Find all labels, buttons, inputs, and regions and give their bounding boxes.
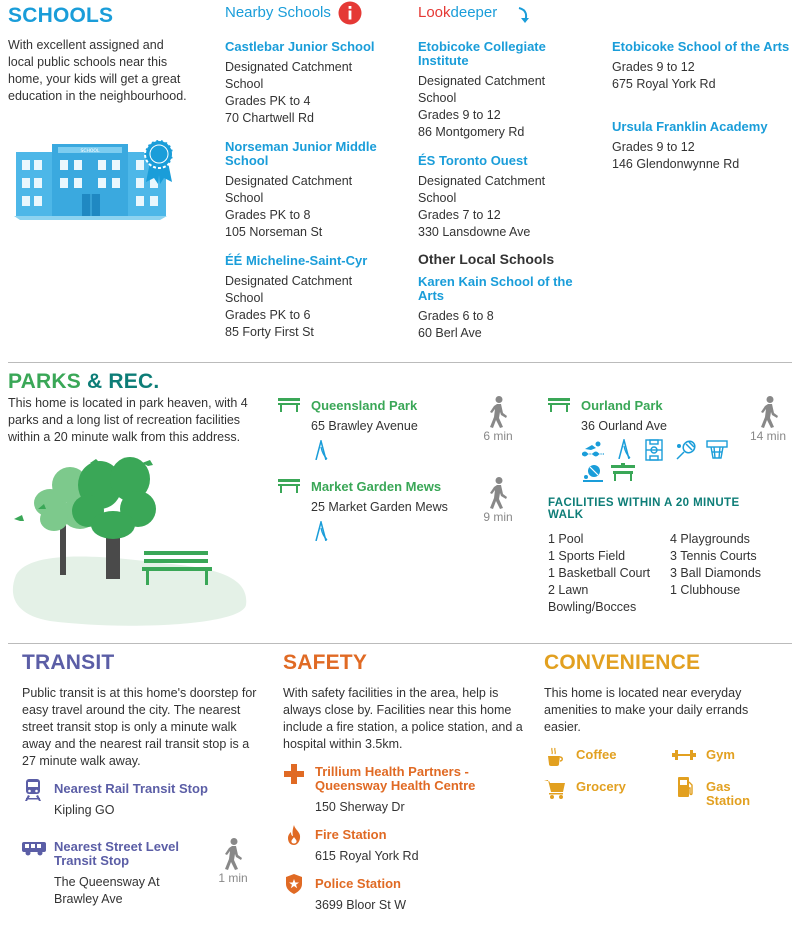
award-ribbon-icon [142,138,176,184]
facility-item: 1 Pool [548,532,584,546]
bus-icon [22,842,46,856]
safety-address: 3699 Bloor St W [315,898,407,912]
park-illustration [10,455,250,627]
bench-icon [278,398,300,412]
school-detail: Designated Catchment [225,60,353,74]
school-sign-text: SCHOOL [80,149,100,154]
basketball-icon [706,440,728,460]
playground-icon [312,440,330,460]
rail-stop-label: Nearest Rail Transit Stop [54,781,208,796]
safety-name[interactable]: Police Station [315,876,401,891]
parks-title-a: PARKS [8,370,81,393]
police-badge-icon [285,874,303,894]
school-address: 146 Glendonwynne Rd [612,157,740,171]
school-name[interactable]: ÉÉ Micheline-Saint-Cyr [225,253,368,268]
sports-field-icon [645,439,663,461]
facilities-list-left [548,531,668,616]
walk-time: 9 min [483,510,513,524]
school-detail: School [225,77,264,91]
school-address: 105 Norseman St [225,225,323,239]
info-icon[interactable] [338,1,362,25]
school-grades: Grades 7 to 12 [418,208,501,222]
facilities-list-right [670,531,790,599]
rail-stop-value[interactable]: Kipling GO [54,803,115,817]
train-icon [24,779,42,801]
school-card [418,275,593,342]
school-detail: Designated Catchment [225,174,353,188]
walk-time: 14 min [749,429,787,443]
school-card [612,40,792,93]
school-address: 675 Royal York Rd [612,77,716,91]
safety-name[interactable]: Fire Station [315,827,387,842]
facility-item: 1 Clubhouse [670,583,741,597]
school-name[interactable]: ÉS Toronto Ouest [418,153,528,168]
other-local-schools-heading: Other Local Schools [418,251,555,267]
park-address: 25 Market Garden Mews [311,500,448,514]
gas-pump-icon [677,776,693,798]
lookdeeper-deeper: deeper [450,4,498,21]
nearby-schools-label: Nearby Schools [225,4,331,21]
school-name[interactable]: Castlebar Junior School [225,39,375,54]
convenience-item[interactable]: Gas Station [706,779,751,808]
school-card [225,254,405,341]
parks-intro: This home is located in park heaven, with 4 parks and a long list of recreation facilities within a 20 minute walk from this address. [8,396,248,444]
schools-intro: With excellent assigned and local public schools near this home, your kids will get a great education in the neighbourhood. [8,38,187,103]
parks-title-b: & REC. [87,370,160,393]
park-name[interactable]: Queensland Park [311,398,418,413]
facility-item: 1 Sports Field [548,549,626,563]
school-name[interactable]: Ursula Franklin Academy [612,119,768,134]
school-detail: School [418,191,457,205]
schools-title: SCHOOLS [8,4,114,27]
lookdeeper-look: Look [418,4,451,21]
walking-person-icon [485,477,511,509]
arrow-down-right-icon [515,6,533,24]
facility-item: 3 Tennis Courts [670,549,757,563]
parks-title [8,370,159,394]
school-address: 85 Forty First St [225,325,314,339]
lookdeeper-link[interactable] [418,4,497,21]
school-detail: Designated Catchment [418,174,546,188]
school-name[interactable]: Etobicoke Collegiate Institute [418,39,546,68]
school-grades: Grades PK to 8 [225,208,311,222]
school-grades: Grades PK to 4 [225,94,311,108]
school-name[interactable]: Norseman Junior Middle School [225,139,377,168]
school-card [418,154,593,241]
facility-item: 4 Playgrounds [670,532,750,546]
facility-item: 1 Basketball Court [548,566,651,580]
facilities-heading: FACILITIES WITHIN A 20 MINUTE WALK [548,497,740,521]
school-address: 86 Montgomery Rd [418,125,525,139]
school-name[interactable]: Karen Kain School of the Arts [418,274,573,303]
park-address: 36 Ourland Ave [581,419,667,433]
transit-title: TRANSIT [22,651,115,674]
coffee-icon [546,747,564,767]
street-stop-label: Nearest Street Level Transit Stop [54,839,180,868]
school-detail: School [225,291,264,305]
school-card [225,140,405,241]
park-name[interactable]: Market Garden Mews [311,479,442,494]
shopping-cart-icon [544,779,566,799]
park-name[interactable]: Ourland Park [581,398,663,413]
convenience-item[interactable]: Grocery [576,779,626,794]
safety-address: 150 Sherway Dr [315,800,405,814]
facility-item: 2 Lawn [548,583,589,597]
school-grades: Grades 9 to 12 [612,140,695,154]
safety-title: SAFETY [283,651,368,674]
school-detail: Designated Catchment [418,74,546,88]
tennis-icon [675,440,697,460]
convenience-item[interactable]: Coffee [576,747,617,762]
walk-time: 1 min [218,871,248,885]
school-card [612,120,792,173]
school-card [225,40,405,127]
street-stop-value-line1[interactable]: The Queensway At [54,875,160,889]
school-name[interactable]: Etobicoke School of the Arts [612,39,790,54]
convenience-intro: This home is located near everyday amenities to make your daily errands easier. [544,686,749,734]
school-card [418,40,593,141]
hospital-cross-icon [284,764,304,784]
safety-address: 615 Royal York Rd [315,849,419,863]
safety-name[interactable]: Trillium Health Partners - Queensway Health Centre [315,764,476,793]
clubhouse-icon [611,463,635,481]
school-address: 330 Lansdowne Ave [418,225,531,239]
playground-icon [312,521,330,541]
walking-person-icon [485,396,511,428]
street-stop-value-line2[interactable]: Brawley Ave [54,892,123,906]
school-detail: School [418,91,457,105]
playground-icon [615,439,633,459]
pool-icon [582,440,604,458]
walking-person-icon [220,838,246,870]
transit-intro: Public transit is at this home's doorstep for easy travel around the city. The nearest street transit stop is only a minute walk away and the nearest rail transit stop is a 27 minute walk away. [22,686,257,768]
school-address: 70 Chartwell Rd [225,111,314,125]
convenience-title: CONVENIENCE [544,651,701,674]
section-divider [8,362,792,363]
safety-intro: With safety facilities in the area, help is always close by. Facilities near this home include a fire station, a police station, and a hospital within 3.5km. [283,686,523,751]
facility-item: 3 Ball Diamonds [670,566,762,580]
school-grades: Grades 9 to 12 [612,60,695,74]
facility-item: Bowling/Bocces [548,600,637,614]
school-address: 60 Berl Ave [418,326,482,340]
park-address: 65 Brawley Avenue [311,419,418,433]
convenience-item[interactable]: Gym [706,747,735,762]
school-detail: School [225,191,264,205]
gym-icon [672,749,696,761]
walking-person-icon [756,396,782,428]
bench-icon [278,479,300,493]
school-grades: Grades PK to 6 [225,308,311,322]
school-detail: Designated Catchment [225,274,353,288]
walk-time: 6 min [483,429,513,443]
fire-icon [287,825,301,845]
school-grades: Grades 9 to 12 [418,108,501,122]
bench-icon [548,398,570,412]
bocce-icon [582,463,604,483]
school-grades: Grades 6 to 8 [418,309,494,323]
section-divider [8,643,792,644]
